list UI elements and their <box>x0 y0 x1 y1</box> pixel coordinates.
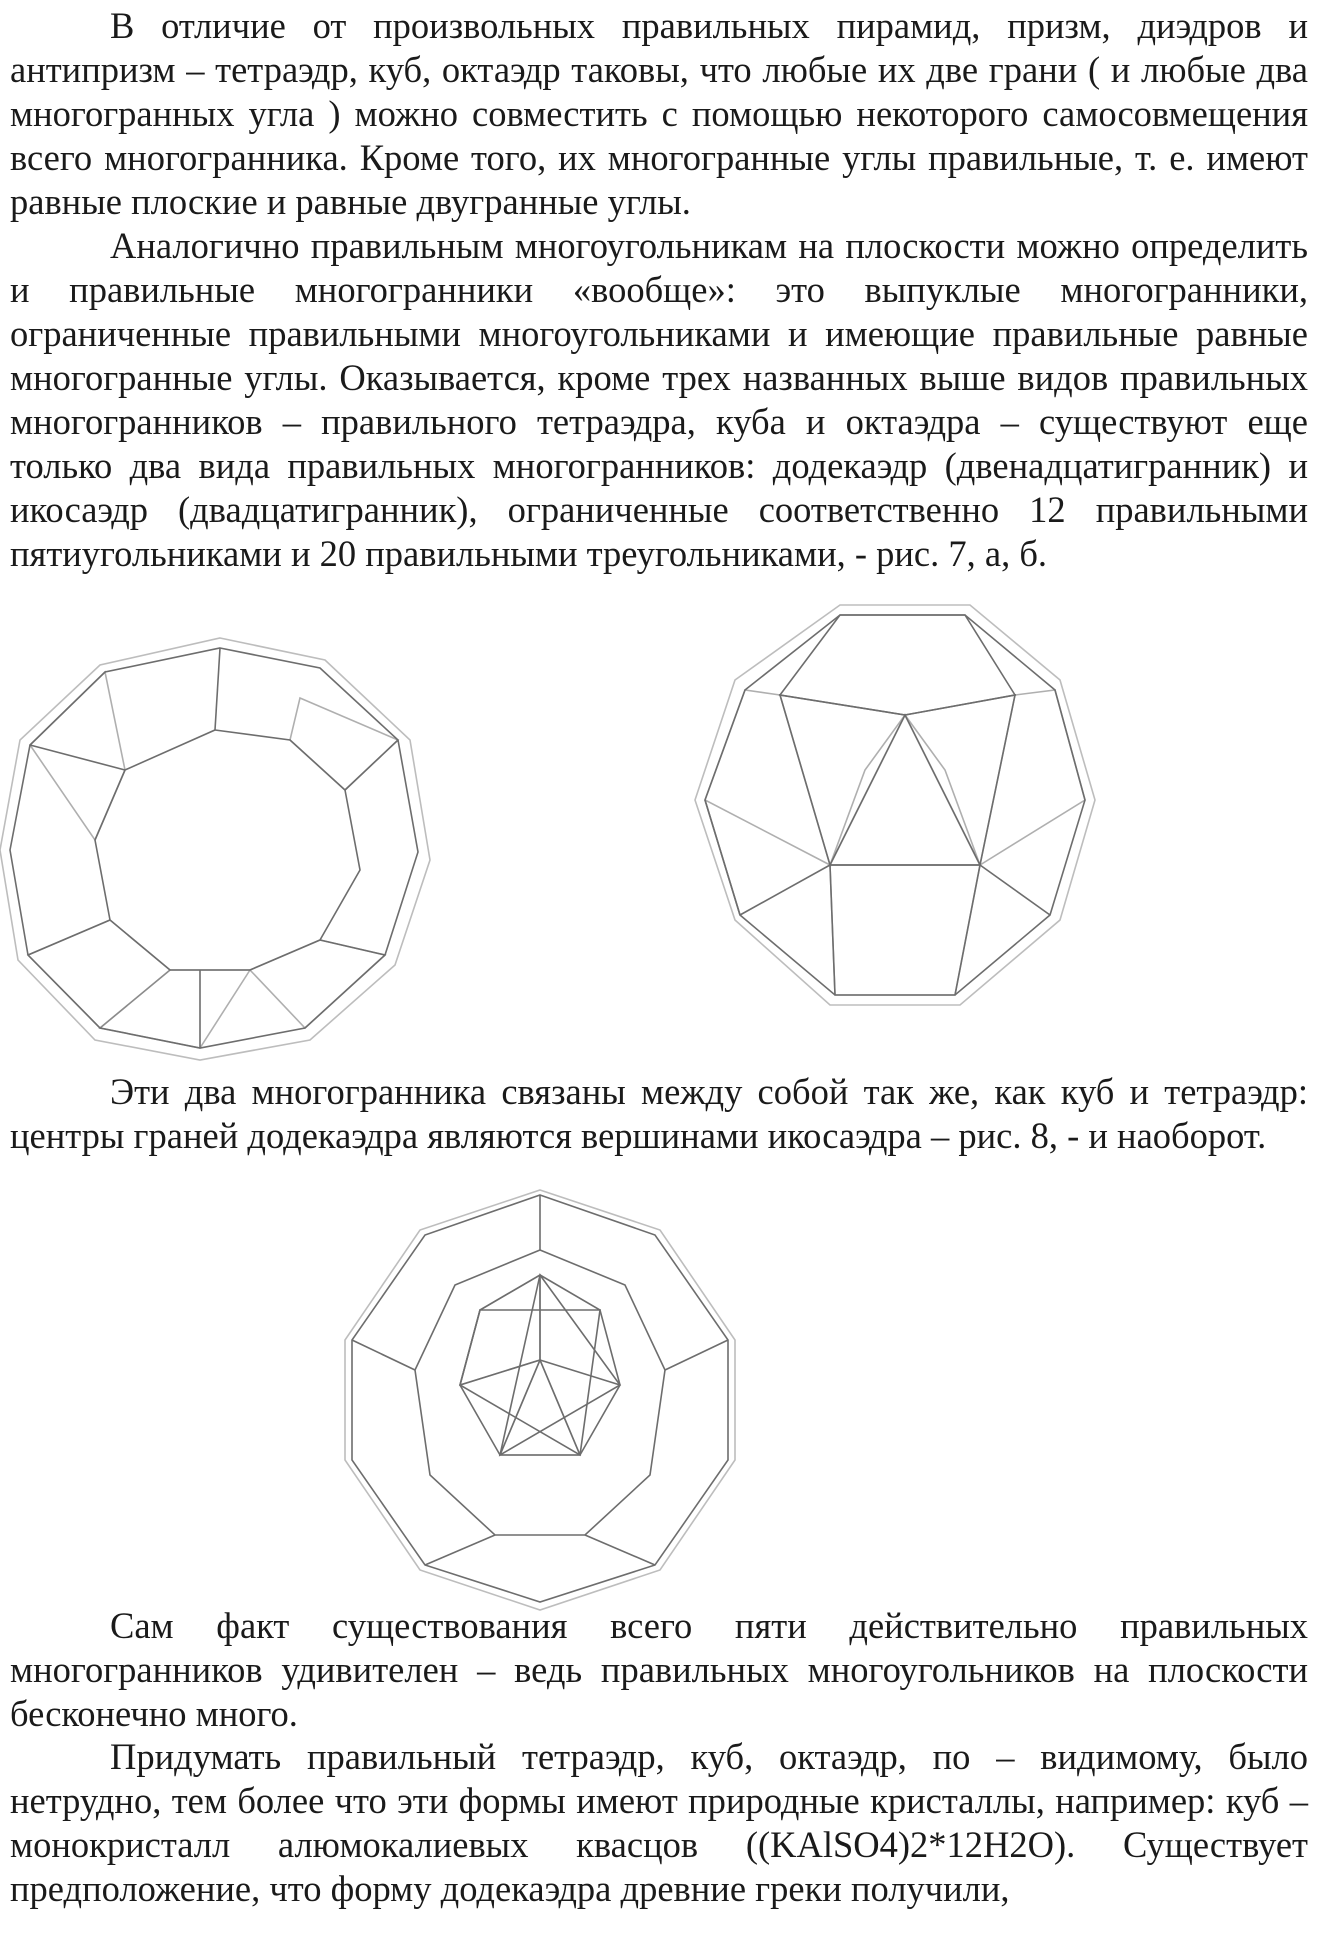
dodecahedron-sketch <box>0 620 460 1060</box>
dodecahedron-icosahedron-duality-sketch <box>330 1190 750 1610</box>
icosahedron-sketch <box>690 600 1110 1020</box>
paragraph-regular-polyhedra-intro: В отличие от произвольных правильных пирамид, призм, диэдров и антипризм – тетраэдр, куб, октаэдр таковы, что любые их две грани ( и любые два многогранных угла ) можно совместить с помощью некоторого самосовмещения всего многогранника. Кроме того, их многогранные углы правильные, т. е. имеют равные плоские и равные двугранные углы. <box>10 5 1308 222</box>
paragraph-five-polyhedra-fact: Сам факт существования всего пяти действительно правильных многогранников удивителен – ведь правильных многоугольников на плоскости бесконечно много. <box>10 1605 1308 1734</box>
paragraph-natural-crystals: Придумать правильный тетраэдр, куб, октаэдр, по – видимому, было нетрудно, тем более что эти формы имеют природные кристаллы, например: куб – монокристалл алюмокалиевых квасцов ((KAlSO4)2*12H2O). Существует предположение, что форму додекаэдра древние греки получили, <box>10 1736 1308 1909</box>
paragraph-dual-polyhedra: Эти два многогранника связаны между собой так же, как куб и тетраэдр: центры граней додекаэдра являются вершинами икосаэдра – рис. 8, - и наоборот. <box>10 1071 1308 1156</box>
paragraph-regular-polyhedra-definition: Аналогично правильным многоугольникам на плоскости можно определить и правильные многогранники «вообще»: это выпуклые многогранники, ограниченные правильными многоугольниками и имеющие правильные равные многогранные углы. Оказывается, кроме трех названных выше видов правильных многогранников – правильного тетраэдра, куба и октаэдра – существуют еще только два вида правильных многогранников: додекаэдр (двенадцатигранник) и икосаэдр (двадцатигранник), ограниченные соответственно 12 правильными пятиугольниками и 20 правильными треугольниками, - рис. 7, а, б. <box>10 225 1308 574</box>
